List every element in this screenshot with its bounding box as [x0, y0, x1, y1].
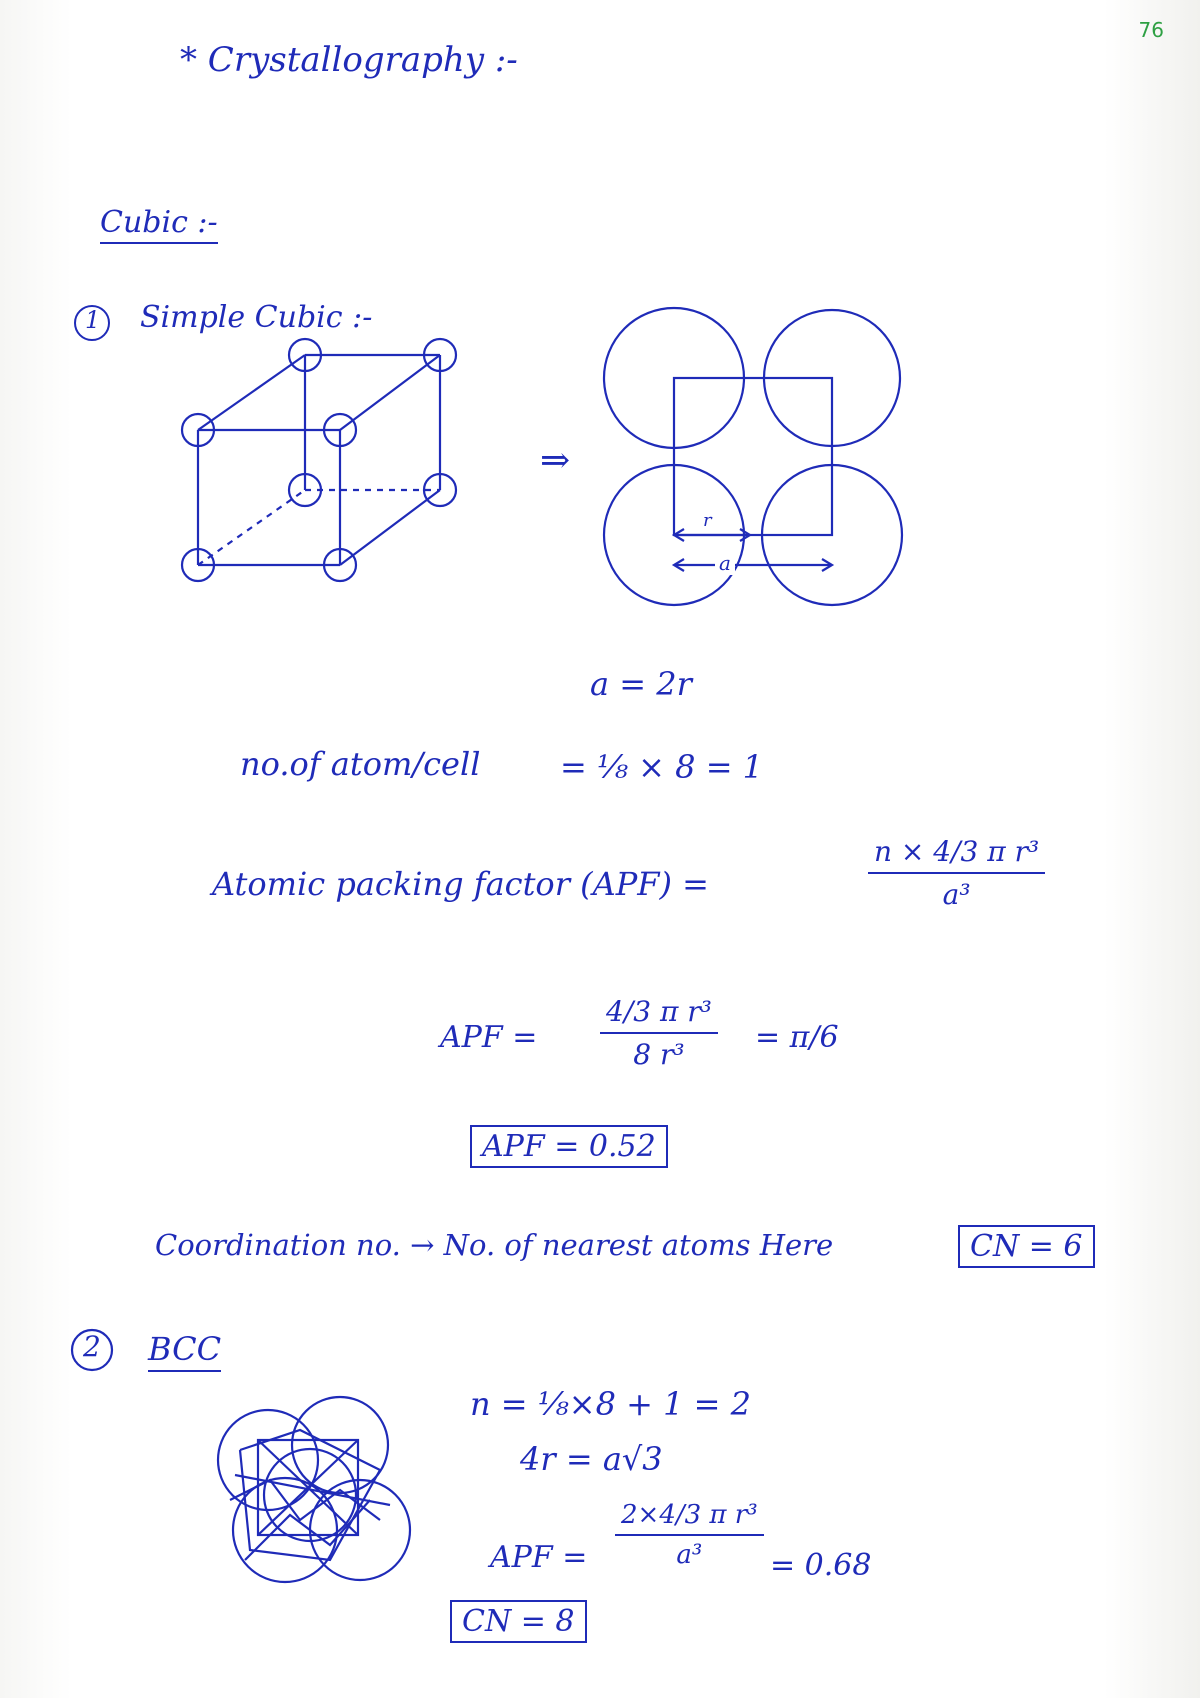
implies-arrow-icon: ⇒	[540, 440, 571, 481]
cn-bcc-boxed: CN = 8	[450, 1600, 587, 1643]
page-number: 76	[1138, 18, 1164, 42]
apf-sc-boxed-result: APF = 0.52	[470, 1125, 668, 1168]
section-heading-cubic: Cubic :-	[100, 205, 218, 244]
apf-sc-numerator: 4/3 π r³	[606, 995, 712, 1028]
bcc-atoms-per-cell: n = ⅛×8 + 1 = 2	[470, 1385, 751, 1423]
apf-numerator: n × 4/3 π r³	[874, 835, 1040, 868]
heading-number: 1	[85, 306, 101, 334]
relation-a-2r: a = 2r	[590, 665, 692, 703]
atoms-per-cell-expression: = ⅛ × 8 = 1	[560, 748, 764, 786]
heading-label: Simple Cubic :-	[140, 300, 373, 335]
apf-denominator: a³	[942, 878, 971, 911]
atoms-per-cell-label: no.of atom/cell	[240, 745, 481, 783]
radius-label: r	[700, 510, 715, 531]
bcc-apf-numerator: 2×4/3 π r³	[621, 1500, 758, 1530]
apf-lhs: APF =	[440, 1020, 538, 1055]
lattice-constant-label: a	[715, 551, 735, 575]
cn-sc-boxed: CN = 6	[958, 1225, 1095, 1268]
apf-sc-result-fraction: = π/6	[755, 1020, 839, 1055]
bcc-relation: 4r = a√3	[520, 1440, 663, 1478]
bcc-apf-lhs: APF =	[490, 1540, 588, 1575]
page-title: * Crystallography :-	[180, 40, 518, 80]
heading-number: 2	[83, 1330, 101, 1363]
bcc-apf-denominator: a³	[676, 1540, 703, 1570]
heading-label: BCC	[148, 1330, 221, 1372]
apf-sc-denominator: 8 r³	[633, 1038, 685, 1071]
bcc-apf-result: = 0.68	[770, 1548, 872, 1583]
coordination-number-definition: Coordination no. → No. of nearest atoms Here	[155, 1228, 834, 1262]
apf-definition-label: Atomic packing factor (APF) =	[212, 865, 709, 903]
bcc-apf-fraction	[615, 1500, 764, 1570]
